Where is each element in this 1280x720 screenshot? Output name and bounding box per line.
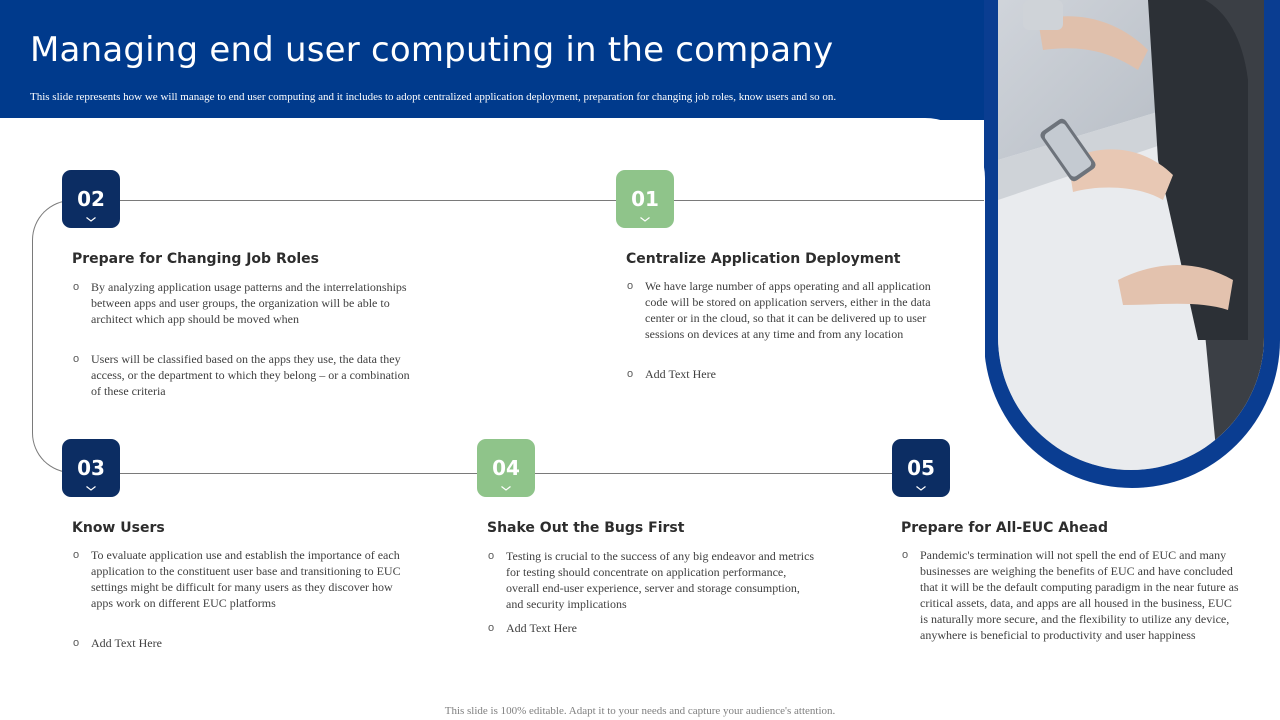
- chevron-down-icon: [86, 486, 96, 491]
- step-03-number: 03: [77, 456, 105, 480]
- chevron-down-icon: [86, 217, 96, 222]
- photo-illustration: [998, 0, 1264, 470]
- step-05-badge: [892, 439, 950, 497]
- step-03-bullet-2: o Add Text Here: [91, 635, 416, 651]
- timeline-line-top: [92, 200, 984, 201]
- step-04-number: 04: [492, 456, 520, 480]
- step-05-bullet-1: o Pandemic's termination will not spell the end of EUC and many businesses are weighing the benefits of EUC and have concluded that it will be the default computing paradigm in the near future as critical assets, data, and apps are all housed in the business, EUC is naturally more secure, and the flexibility to utilize any device, anywhere is beneficial to productivity and user happiness: [920, 547, 1242, 643]
- step-04-badge: [477, 439, 535, 497]
- step-03-title: Know Users: [72, 520, 165, 536]
- step-01-badge: [616, 170, 674, 228]
- step-04-bullet-2: o Add Text Here: [506, 620, 816, 636]
- slide-title: Managing end user computing in the company: [30, 30, 834, 70]
- step-02-badge: [62, 170, 120, 228]
- chevron-down-icon: [501, 486, 511, 491]
- timeline-loop: [32, 200, 92, 473]
- step-04-bullet-1: o Testing is crucial to the success of any big endeavor and metrics for testing should concentrate on application performance, overall end-user experience, server and storage consumption, and security implications: [506, 548, 816, 612]
- step-01-number: 01: [631, 187, 659, 211]
- step-02-bullet-2: o Users will be classified based on the apps they use, the data they access, or the department to which they belong – or a combination of these criteria: [91, 351, 411, 399]
- step-02-number: 02: [77, 187, 105, 211]
- step-02-bullet-1: o By analyzing application usage patterns and the interrelationships between apps and user groups, the organization will be able to architect which app should be moved when: [91, 279, 411, 327]
- step-01-bullet-2: o Add Text Here: [645, 366, 950, 382]
- slide-subtitle: This slide represents how we will manage to end user computing and it includes to adopt centralized application deployment, preparation for changing job roles, know users and so on.: [30, 91, 837, 103]
- step-04-title: Shake Out the Bugs First: [487, 520, 685, 536]
- chevron-down-icon: [916, 486, 926, 491]
- step-03-badge: [62, 439, 120, 497]
- step-03-bullet-1: o To evaluate application use and establish the importance of each application to the constituent user base and transitioning to EUC settings might be difficult for many users as they discover how apps work on different EUC platforms: [91, 547, 416, 611]
- office-photo: [998, 0, 1264, 470]
- step-01-bullet-1: o We have large number of apps operating and all application code will be stored on application servers, either in the data center or in the cloud, so that it can be delivered up to user sessions on devices at any time and from any location: [645, 278, 950, 342]
- step-05-title: Prepare for All-EUC Ahead: [901, 520, 1108, 536]
- footer-note: This slide is 100% editable. Adapt it to your needs and capture your audience's attention.: [444, 705, 836, 717]
- step-02-title: Prepare for Changing Job Roles: [72, 251, 319, 267]
- step-01-title: Centralize Application Deployment: [626, 251, 901, 267]
- chevron-down-icon: [640, 217, 650, 222]
- step-05-number: 05: [907, 456, 935, 480]
- photo-frame: [984, 0, 1280, 488]
